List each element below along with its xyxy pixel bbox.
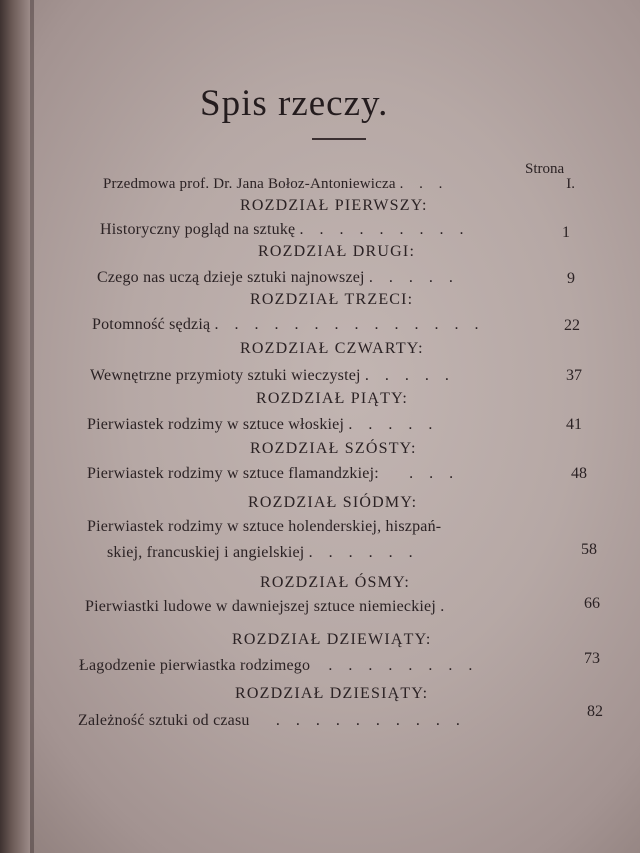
chapter-heading: ROZDZIAŁ DRUGI: bbox=[258, 243, 416, 260]
entry-page-number: 48 bbox=[571, 465, 587, 482]
leader-dots: . . . . . . . . bbox=[328, 657, 479, 674]
entry-page-number: 22 bbox=[564, 317, 580, 334]
toc-entry-line: Pierwiastek rodzimy w sztuce holenderskiej, hiszpań- bbox=[87, 518, 442, 535]
toc-entry-preface bbox=[103, 176, 448, 193]
leader-dots: . . . . . bbox=[368, 269, 459, 286]
entry-title: Przedmowa prof. Dr. Jana Bołoz-Antoniewicza bbox=[103, 176, 396, 192]
leader-dots: . . . . . . . . . . . . . . bbox=[214, 316, 485, 333]
chapter-heading: ROZDZIAŁ SIÓDMY: bbox=[248, 494, 418, 511]
entry-title: Łagodzenie pierwiastka rodzimego bbox=[79, 657, 311, 674]
chapter-heading: ROZDZIAŁ DZIESIĄTY: bbox=[235, 685, 429, 702]
title-rule bbox=[312, 138, 366, 140]
toc-entry bbox=[87, 465, 459, 483]
toc-entry bbox=[107, 544, 419, 562]
entry-title: Pierwiastek rodzimy w sztuce flamandzkiej: bbox=[87, 465, 379, 482]
chapter-heading: ROZDZIAŁ PIĄTY: bbox=[256, 390, 409, 407]
toc-entry bbox=[78, 712, 466, 730]
entry-title: Zależność sztuki od czasu bbox=[78, 712, 250, 729]
chapter-heading: ROZDZIAŁ SZÓSTY: bbox=[250, 440, 417, 457]
chapter-heading: ROZDZIAŁ TRZECI: bbox=[250, 291, 414, 308]
toc-entry bbox=[97, 269, 459, 287]
toc-entry bbox=[85, 598, 450, 616]
leader-dots: . . . . . . . . . bbox=[299, 221, 470, 238]
entry-title: Potomność sędzią bbox=[92, 316, 211, 333]
leader-dots: . . . bbox=[399, 176, 449, 192]
entry-page-number: 9 bbox=[567, 270, 575, 287]
entry-title: Pierwiastek rodzimy w sztuce włoskiej bbox=[87, 416, 345, 433]
entry-page-number: 37 bbox=[566, 367, 582, 384]
leader-dots: . bbox=[440, 598, 451, 615]
entry-page-number: 66 bbox=[584, 595, 600, 612]
chapter-heading: ROZDZIAŁ PIERWSZY: bbox=[240, 197, 428, 214]
entry-page-number: 1 bbox=[562, 224, 570, 241]
leader-dots: . . . . . . . . . . bbox=[275, 712, 466, 729]
chapter-heading: ROZDZIAŁ CZWARTY: bbox=[240, 340, 424, 357]
leader-dots: . . . . . bbox=[348, 416, 439, 433]
page-column-label: Strona bbox=[525, 161, 565, 177]
chapter-heading: ROZDZIAŁ DZIEWIĄTY: bbox=[232, 631, 432, 648]
entry-title: Historyczny pogląd na sztukę bbox=[100, 221, 296, 238]
leader-dots: . . . . . bbox=[364, 367, 455, 384]
toc-entry bbox=[90, 367, 455, 385]
page-title: Spis rzeczy. bbox=[200, 83, 389, 124]
toc-entry bbox=[92, 316, 485, 334]
entry-page-number: 73 bbox=[584, 650, 600, 667]
toc-entry bbox=[100, 221, 470, 239]
toc-entry bbox=[87, 416, 438, 434]
entry-title: Pierwiastki ludowe w dawniejszej sztuce niemieckiej bbox=[85, 598, 436, 615]
entry-page-number: 41 bbox=[566, 416, 582, 433]
leader-dots: . . . . . . bbox=[308, 544, 419, 561]
entry-page-number: I. bbox=[566, 176, 575, 192]
chapter-heading: ROZDZIAŁ ÓSMY: bbox=[260, 574, 410, 591]
entry-page-number: 58 bbox=[581, 541, 597, 558]
leader-dots: . . . bbox=[409, 465, 460, 482]
toc-entry bbox=[79, 657, 478, 675]
entry-title: skiej, francuskiej i angielskiej bbox=[107, 544, 305, 561]
entry-title: Wewnętrzne przymioty sztuki wieczystej bbox=[90, 367, 361, 384]
entry-title: Czego nas uczą dzieje sztuki najnowszej bbox=[97, 269, 365, 286]
entry-page-number: 82 bbox=[587, 703, 603, 720]
